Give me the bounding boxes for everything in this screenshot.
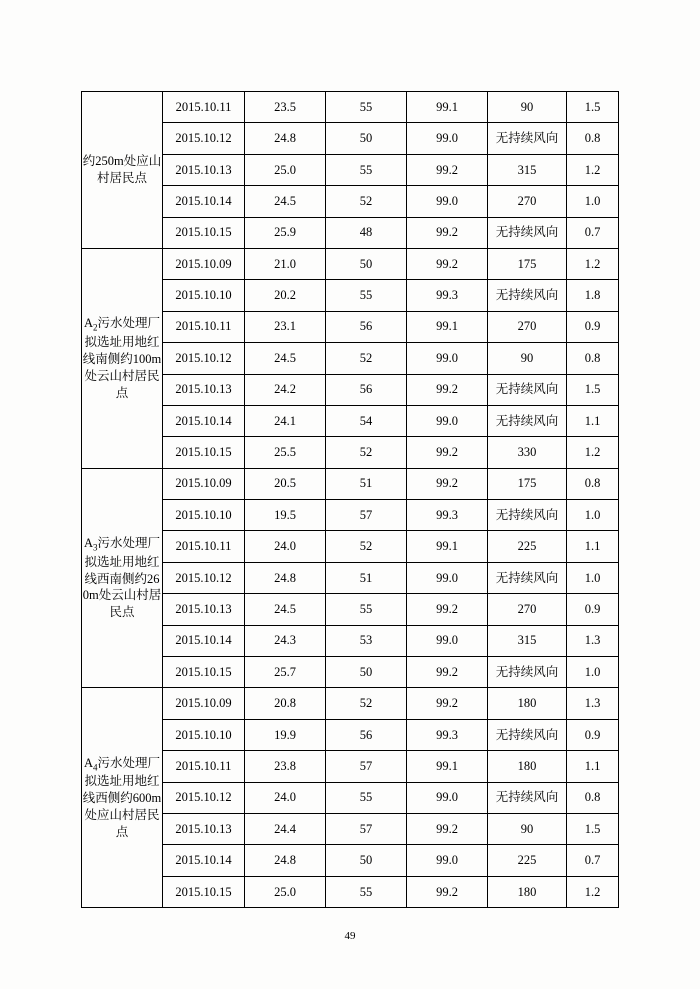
monitoring-data-table-wrapper [81,91,618,908]
cell-humidity: 50 [326,248,407,279]
table-row [82,782,619,813]
cell-date: 2015.10.15 [163,657,245,688]
cell-date: 2015.10.09 [163,688,245,719]
cell-wind-speed: 0.9 [567,594,619,625]
cell-wind-speed: 1.3 [567,625,619,656]
cell-wind-dir: 180 [488,876,567,907]
cell-wind-dir: 175 [488,468,567,499]
cell-humidity: 51 [326,468,407,499]
table-row [82,688,619,719]
cell-humidity: 48 [326,217,407,248]
table-row [82,374,619,405]
cell-pressure: 99.2 [407,154,488,185]
cell-wind-dir: 无持续风向 [488,657,567,688]
cell-humidity: 55 [326,594,407,625]
cell-humidity: 57 [326,813,407,844]
cell-humidity: 56 [326,374,407,405]
cell-wind-dir: 90 [488,343,567,374]
cell-date: 2015.10.14 [163,845,245,876]
cell-wind-speed: 0.8 [567,343,619,374]
cell-wind-dir: 无持续风向 [488,374,567,405]
cell-wind-speed: 0.8 [567,123,619,154]
cell-humidity: 55 [326,154,407,185]
cell-temp: 25.7 [245,657,326,688]
cell-wind-dir: 无持续风向 [488,782,567,813]
cell-temp: 19.5 [245,500,326,531]
cell-humidity: 55 [326,782,407,813]
cell-wind-dir: 270 [488,186,567,217]
cell-humidity: 52 [326,531,407,562]
cell-humidity: 50 [326,657,407,688]
cell-date: 2015.10.09 [163,248,245,279]
cell-wind-speed: 1.2 [567,876,619,907]
cell-date: 2015.10.14 [163,405,245,436]
cell-date: 2015.10.12 [163,562,245,593]
cell-pressure: 99.0 [407,625,488,656]
cell-pressure: 99.0 [407,405,488,436]
cell-humidity: 52 [326,688,407,719]
cell-wind-speed: 1.0 [567,500,619,531]
cell-temp: 20.2 [245,280,326,311]
monitoring-point-label: $A_3$污水处理厂拟选址用地红线西南侧约260m处云山村居民点 [82,468,163,688]
cell-date: 2015.10.10 [163,500,245,531]
cell-pressure: 99.2 [407,468,488,499]
cell-wind-speed: 1.0 [567,186,619,217]
cell-temp: 21.0 [245,248,326,279]
cell-pressure: 99.2 [407,876,488,907]
cell-wind-dir: 180 [488,688,567,719]
cell-wind-speed: 1.2 [567,154,619,185]
cell-date: 2015.10.09 [163,468,245,499]
cell-wind-dir: 无持续风向 [488,405,567,436]
cell-wind-speed: 1.0 [567,562,619,593]
cell-wind-dir: 330 [488,437,567,468]
table-row [82,813,619,844]
cell-temp: 24.5 [245,186,326,217]
cell-temp: 25.9 [245,217,326,248]
cell-date: 2015.10.15 [163,876,245,907]
table-body [82,92,619,908]
cell-temp: 25.0 [245,154,326,185]
cell-date: 2015.10.13 [163,594,245,625]
cell-date: 2015.10.13 [163,813,245,844]
table-row [82,845,619,876]
table-row [82,154,619,185]
cell-wind-speed: 0.7 [567,845,619,876]
cell-wind-speed: 0.9 [567,719,619,750]
cell-pressure: 99.3 [407,280,488,311]
cell-wind-dir: 180 [488,751,567,782]
cell-pressure: 99.1 [407,531,488,562]
cell-wind-speed: 0.8 [567,782,619,813]
cell-wind-speed: 1.2 [567,437,619,468]
cell-pressure: 99.0 [407,123,488,154]
cell-humidity: 55 [326,876,407,907]
cell-humidity: 56 [326,719,407,750]
table-row [82,500,619,531]
table-row [82,562,619,593]
cell-wind-speed: 0.9 [567,311,619,342]
table-row [82,248,619,279]
cell-wind-dir: 90 [488,92,567,123]
cell-pressure: 99.2 [407,217,488,248]
table-row [82,625,619,656]
cell-humidity: 50 [326,845,407,876]
cell-pressure: 99.0 [407,782,488,813]
cell-date: 2015.10.13 [163,154,245,185]
cell-humidity: 54 [326,405,407,436]
cell-pressure: 99.0 [407,186,488,217]
cell-date: 2015.10.14 [163,186,245,217]
table-row [82,343,619,374]
cell-temp: 24.8 [245,845,326,876]
cell-wind-dir: 315 [488,625,567,656]
page-number: 49 [344,930,356,942]
cell-pressure: 99.3 [407,500,488,531]
cell-temp: 24.8 [245,123,326,154]
table-row [82,468,619,499]
cell-wind-speed: 0.8 [567,468,619,499]
table-row [82,531,619,562]
cell-date: 2015.10.13 [163,374,245,405]
cell-wind-dir: 270 [488,311,567,342]
cell-temp: 20.8 [245,688,326,719]
cell-wind-dir: 175 [488,248,567,279]
monitoring-point-label: $A_4$污水处理厂拟选址用地红线西侧约600m处应山村居民点 [82,688,163,908]
cell-wind-speed: 1.1 [567,751,619,782]
cell-pressure: 99.2 [407,374,488,405]
cell-pressure: 99.1 [407,311,488,342]
cell-pressure: 99.0 [407,562,488,593]
cell-humidity: 57 [326,751,407,782]
table-row [82,217,619,248]
cell-temp: 24.8 [245,562,326,593]
cell-temp: 24.5 [245,594,326,625]
cell-temp: 23.5 [245,92,326,123]
cell-temp: 25.0 [245,876,326,907]
cell-wind-dir: 225 [488,531,567,562]
table-row [82,280,619,311]
cell-humidity: 51 [326,562,407,593]
cell-pressure: 99.3 [407,719,488,750]
cell-pressure: 99.1 [407,92,488,123]
cell-humidity: 50 [326,123,407,154]
cell-pressure: 99.2 [407,688,488,719]
cell-temp: 25.5 [245,437,326,468]
cell-wind-speed: 1.1 [567,405,619,436]
cell-date: 2015.10.14 [163,625,245,656]
table-row [82,92,619,123]
cell-temp: 24.4 [245,813,326,844]
cell-wind-dir: 无持续风向 [488,280,567,311]
table-row [82,657,619,688]
cell-humidity: 57 [326,500,407,531]
cell-humidity: 55 [326,92,407,123]
cell-date: 2015.10.12 [163,123,245,154]
cell-pressure: 99.2 [407,657,488,688]
cell-date: 2015.10.10 [163,280,245,311]
cell-wind-dir: 225 [488,845,567,876]
cell-wind-speed: 1.5 [567,374,619,405]
cell-pressure: 99.0 [407,343,488,374]
cell-wind-speed: 1.1 [567,531,619,562]
cell-date: 2015.10.15 [163,217,245,248]
cell-pressure: 99.2 [407,248,488,279]
cell-wind-dir: 315 [488,154,567,185]
cell-wind-dir: 无持续风向 [488,217,567,248]
cell-date: 2015.10.11 [163,751,245,782]
table-row [82,311,619,342]
cell-humidity: 52 [326,343,407,374]
cell-wind-dir: 无持续风向 [488,562,567,593]
cell-date: 2015.10.11 [163,92,245,123]
cell-temp: 24.0 [245,531,326,562]
cell-wind-speed: 0.7 [567,217,619,248]
cell-wind-speed: 1.5 [567,813,619,844]
cell-wind-speed: 1.0 [567,657,619,688]
cell-date: 2015.10.12 [163,782,245,813]
cell-date: 2015.10.15 [163,437,245,468]
cell-date: 2015.10.11 [163,311,245,342]
cell-temp: 24.2 [245,374,326,405]
table-row [82,123,619,154]
cell-temp: 23.1 [245,311,326,342]
cell-wind-dir: 无持续风向 [488,123,567,154]
cell-pressure: 99.2 [407,437,488,468]
cell-humidity: 56 [326,311,407,342]
monitoring-point-label: $A_2$污水处理厂拟选址用地红线南侧约100m处云山村居民点 [82,248,163,468]
cell-pressure: 99.1 [407,751,488,782]
table-row [82,876,619,907]
cell-date: 2015.10.12 [163,343,245,374]
cell-temp: 20.5 [245,468,326,499]
cell-wind-speed: 1.8 [567,280,619,311]
cell-humidity: 55 [326,280,407,311]
cell-wind-speed: 1.5 [567,92,619,123]
cell-wind-dir: 270 [488,594,567,625]
cell-temp: 24.0 [245,782,326,813]
cell-humidity: 52 [326,186,407,217]
table-row [82,751,619,782]
cell-temp: 24.3 [245,625,326,656]
monitoring-data-table [81,91,619,908]
table-row [82,405,619,436]
table-row [82,719,619,750]
cell-pressure: 99.2 [407,813,488,844]
cell-wind-speed: 1.2 [567,248,619,279]
table-row [82,594,619,625]
cell-wind-dir: 无持续风向 [488,719,567,750]
table-row [82,186,619,217]
cell-humidity: 52 [326,437,407,468]
cell-temp: 24.1 [245,405,326,436]
cell-temp: 24.5 [245,343,326,374]
monitoring-point-label: 约250m处应山村居民点 [82,92,163,249]
cell-date: 2015.10.10 [163,719,245,750]
cell-wind-speed: 1.3 [567,688,619,719]
table-row [82,437,619,468]
cell-pressure: 99.2 [407,594,488,625]
cell-wind-dir: 90 [488,813,567,844]
cell-temp: 19.9 [245,719,326,750]
cell-pressure: 99.0 [407,845,488,876]
cell-date: 2015.10.11 [163,531,245,562]
cell-humidity: 53 [326,625,407,656]
cell-wind-dir: 无持续风向 [488,500,567,531]
cell-temp: 23.8 [245,751,326,782]
